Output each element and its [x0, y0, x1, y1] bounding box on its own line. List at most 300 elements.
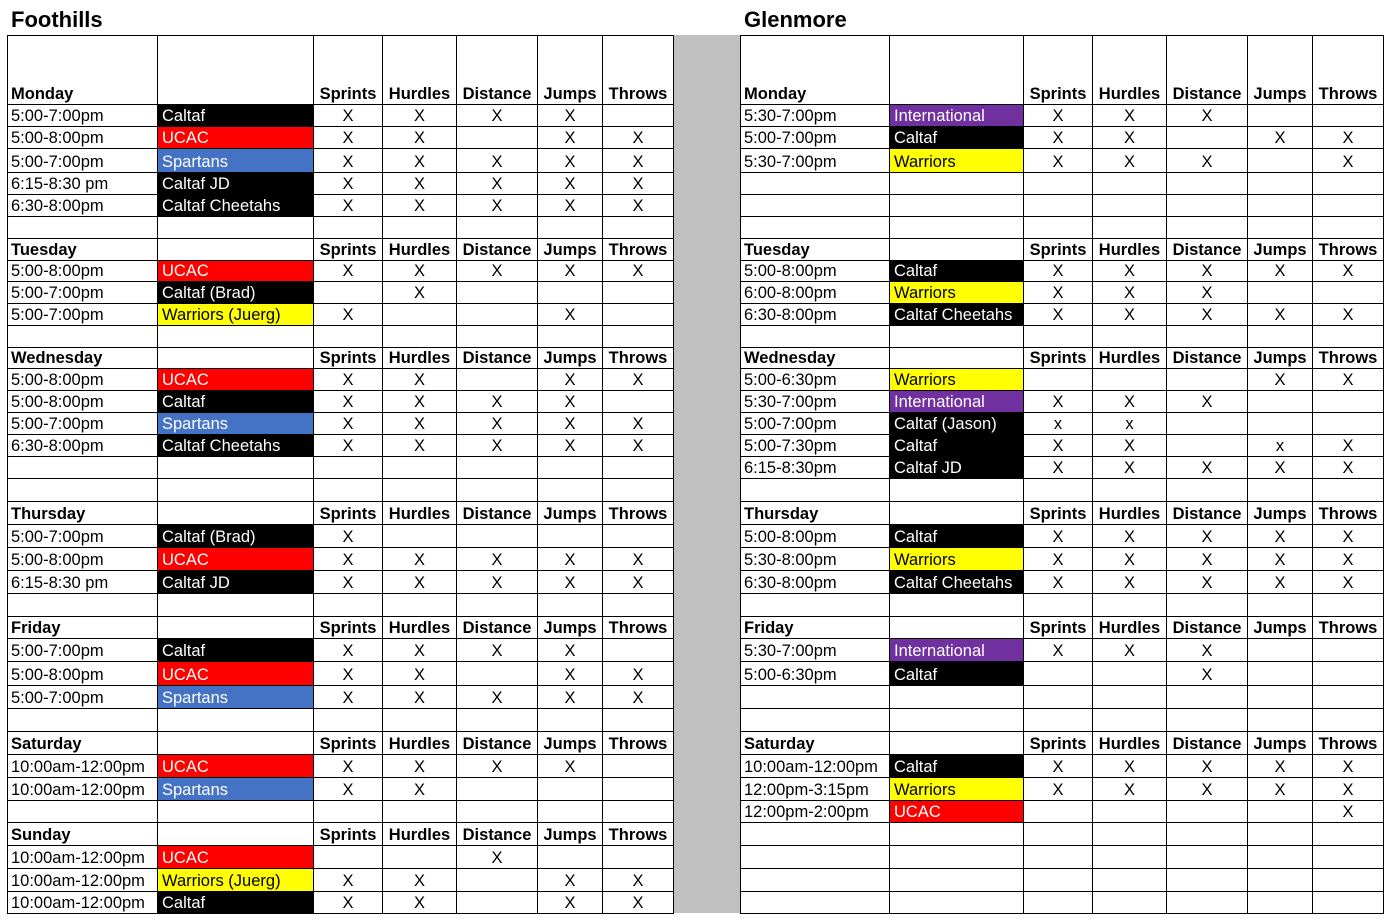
empty-cell: [538, 594, 603, 617]
empty-cell: [741, 195, 890, 217]
mark-hurdles: X: [1093, 639, 1167, 662]
mark-jumps: X: [1248, 525, 1313, 548]
mark-distance: X: [457, 639, 538, 662]
empty-cell: [8, 709, 158, 732]
mark-distance: [457, 304, 538, 326]
mark-distance: X: [1167, 391, 1248, 413]
empty-cell: [1093, 195, 1167, 217]
mark-sprints: X: [314, 173, 383, 195]
mark-sprints: X: [1024, 304, 1093, 326]
mark-sprints: X: [314, 105, 383, 127]
column-header-jumps: Jumps: [1248, 502, 1313, 525]
mark-hurdles: X: [1093, 261, 1167, 282]
day-header-row: [741, 502, 1384, 525]
empty-cell: [1248, 479, 1313, 502]
column-header-sprints: Sprints: [314, 239, 383, 261]
empty-cell: [8, 801, 158, 823]
mark-sprints: X: [314, 435, 383, 457]
mark-hurdles: x: [1093, 413, 1167, 435]
mark-throws: [1313, 662, 1384, 686]
empty-cell: [890, 869, 1024, 892]
mark-sprints: X: [314, 304, 383, 326]
empty-cell: [890, 709, 1024, 732]
time-cell: 5:30-7:00pm: [741, 391, 890, 413]
column-header-distance: Distance: [457, 732, 538, 755]
column-header-hurdles: Hurdles: [383, 617, 457, 639]
schedule-row: [741, 304, 1384, 326]
mark-hurdles: X: [383, 149, 457, 173]
empty-cell: [741, 846, 890, 869]
team-cell: Caltaf: [158, 391, 314, 413]
schedule-row: [8, 755, 674, 778]
schedule-row: [741, 457, 1384, 479]
empty-cell: [8, 479, 158, 502]
time-cell: 5:30-7:00pm: [741, 149, 890, 173]
empty-cell: [314, 217, 383, 239]
empty-cell: [603, 217, 674, 239]
empty-cell: [8, 326, 158, 348]
mark-sprints: X: [314, 639, 383, 662]
time-cell: 10:00am-12:00pm: [8, 892, 158, 914]
mark-jumps: [1248, 282, 1313, 304]
column-header-distance: Distance: [1167, 239, 1248, 261]
mark-sprints: [1024, 662, 1093, 686]
time-cell: 5:00-6:30pm: [741, 369, 890, 391]
mark-distance: [457, 892, 538, 914]
time-cell: 5:00-7:00pm: [8, 149, 158, 173]
mark-jumps: [1248, 149, 1313, 173]
day-header-row: [741, 36, 1384, 105]
schedule-row: [741, 778, 1384, 801]
time-cell: 5:30-7:00pm: [741, 105, 890, 127]
empty-cell: [603, 709, 674, 732]
team-cell: Warriors: [890, 282, 1024, 304]
empty-cell: [158, 479, 314, 502]
time-cell: 5:00-7:00pm: [8, 282, 158, 304]
mark-sprints: X: [1024, 149, 1093, 173]
empty-cell: [383, 594, 457, 617]
empty-cell: [603, 326, 674, 348]
mark-sprints: X: [314, 369, 383, 391]
team-cell: UCAC: [158, 662, 314, 686]
empty-cell: [314, 801, 383, 823]
mark-hurdles: X: [1093, 391, 1167, 413]
mark-distance: X: [457, 261, 538, 282]
schedule-row: [741, 548, 1384, 571]
empty-cell: [314, 479, 383, 502]
team-cell: Caltaf (Jason): [890, 413, 1024, 435]
empty-cell: [158, 326, 314, 348]
empty-cell: [383, 326, 457, 348]
mark-distance: X: [1167, 149, 1248, 173]
empty-cell: [538, 457, 603, 479]
empty-cell: [457, 326, 538, 348]
column-header-hurdles: Hurdles: [383, 239, 457, 261]
empty-row: [741, 326, 1384, 348]
column-header-jumps: Jumps: [538, 348, 603, 369]
mark-throws: X: [1313, 304, 1384, 326]
empty-cell: [1024, 892, 1093, 914]
empty-cell: [890, 686, 1024, 709]
team-header-cell: [158, 36, 314, 105]
time-cell: 6:15-8:30pm: [741, 457, 890, 479]
empty-cell: [383, 709, 457, 732]
mark-throws: X: [603, 662, 674, 686]
day-label: Saturday: [8, 732, 158, 755]
column-header-distance: Distance: [457, 823, 538, 846]
column-header-sprints: Sprints: [314, 348, 383, 369]
mark-jumps: X: [538, 548, 603, 571]
empty-cell: [890, 594, 1024, 617]
empty-cell: [890, 846, 1024, 869]
mark-throws: X: [603, 892, 674, 914]
empty-row: [741, 195, 1384, 217]
day-header-row: [741, 239, 1384, 261]
mark-distance: X: [457, 435, 538, 457]
mark-distance: X: [1167, 105, 1248, 127]
column-header-jumps: Jumps: [538, 502, 603, 525]
time-cell: 6:15-8:30 pm: [8, 173, 158, 195]
schedule-row: [8, 173, 674, 195]
mark-jumps: X: [538, 261, 603, 282]
mark-hurdles: X: [383, 548, 457, 571]
column-header-hurdles: Hurdles: [383, 502, 457, 525]
empty-cell: [1313, 479, 1384, 502]
mark-hurdles: X: [1093, 548, 1167, 571]
mark-sprints: X: [314, 261, 383, 282]
column-header-sprints: Sprints: [1024, 617, 1093, 639]
mark-throws: [603, 105, 674, 127]
column-header-sprints: Sprints: [314, 617, 383, 639]
column-header-jumps: Jumps: [538, 239, 603, 261]
mark-jumps: X: [538, 304, 603, 326]
team-cell: UCAC: [158, 127, 314, 149]
mark-sprints: x: [1024, 413, 1093, 435]
schedule-row: [741, 105, 1384, 127]
time-cell: 5:00-7:00pm: [8, 639, 158, 662]
day-label: Wednesday: [741, 348, 890, 369]
empty-cell: [457, 594, 538, 617]
mark-throws: X: [603, 127, 674, 149]
empty-cell: [1167, 594, 1248, 617]
team-cell: Caltaf JD: [158, 571, 314, 594]
empty-cell: [314, 709, 383, 732]
column-header-sprints: Sprints: [314, 36, 383, 105]
schedule-row: [741, 801, 1384, 823]
empty-cell: [1248, 195, 1313, 217]
day-label: Friday: [741, 617, 890, 639]
column-header-throws: Throws: [603, 617, 674, 639]
empty-cell: [158, 709, 314, 732]
day-header-row: [8, 239, 674, 261]
day-header-row: [8, 732, 674, 755]
mark-hurdles: X: [1093, 457, 1167, 479]
mark-throws: X: [1313, 457, 1384, 479]
mark-jumps: X: [1248, 261, 1313, 282]
mark-sprints: X: [314, 548, 383, 571]
mark-hurdles: X: [383, 195, 457, 217]
mark-jumps: [538, 778, 603, 801]
mark-distance: X: [1167, 571, 1248, 594]
empty-cell: [1313, 686, 1384, 709]
empty-cell: [158, 801, 314, 823]
empty-cell: [538, 801, 603, 823]
column-header-distance: Distance: [457, 617, 538, 639]
mark-hurdles: [383, 304, 457, 326]
mark-sprints: X: [1024, 261, 1093, 282]
day-header-row: [8, 348, 674, 369]
empty-cell: [1167, 823, 1248, 846]
empty-row: [741, 869, 1384, 892]
day-header-row: [8, 823, 674, 846]
mark-jumps: X: [538, 369, 603, 391]
empty-cell: [383, 457, 457, 479]
mark-sprints: X: [1024, 548, 1093, 571]
mark-hurdles: X: [1093, 304, 1167, 326]
mark-hurdles: X: [383, 892, 457, 914]
team-cell: Warriors: [890, 369, 1024, 391]
empty-cell: [1167, 709, 1248, 732]
empty-cell: [1167, 869, 1248, 892]
schedule-row: [8, 282, 674, 304]
time-cell: 5:00-7:00pm: [8, 525, 158, 548]
column-header-hurdles: Hurdles: [1093, 502, 1167, 525]
day-header-row: [741, 348, 1384, 369]
column-header-throws: Throws: [603, 823, 674, 846]
empty-cell: [1024, 823, 1093, 846]
column-header-hurdles: Hurdles: [383, 732, 457, 755]
empty-cell: [1248, 892, 1313, 914]
mark-throws: X: [1313, 435, 1384, 457]
empty-cell: [741, 709, 890, 732]
empty-row: [8, 479, 674, 502]
time-cell: 5:00-8:00pm: [8, 369, 158, 391]
schedule-row: [8, 105, 674, 127]
mark-throws: X: [1313, 755, 1384, 778]
mark-hurdles: X: [383, 413, 457, 435]
mark-distance: X: [1167, 548, 1248, 571]
mark-jumps: [1248, 391, 1313, 413]
mark-throws: [1313, 282, 1384, 304]
empty-cell: [1248, 823, 1313, 846]
day-label: Friday: [8, 617, 158, 639]
empty-cell: [383, 479, 457, 502]
empty-cell: [1313, 892, 1384, 914]
mark-sprints: X: [1024, 755, 1093, 778]
mark-sprints: X: [314, 149, 383, 173]
empty-cell: [1167, 686, 1248, 709]
mark-hurdles: X: [1093, 755, 1167, 778]
mark-distance: [1167, 369, 1248, 391]
day-label: Monday: [741, 36, 890, 105]
empty-cell: [1313, 709, 1384, 732]
day-label: Monday: [8, 36, 158, 105]
day-label: Saturday: [741, 732, 890, 755]
team-cell: Caltaf: [890, 662, 1024, 686]
mark-hurdles: X: [383, 778, 457, 801]
mark-jumps: X: [1248, 127, 1313, 149]
empty-row: [741, 686, 1384, 709]
mark-distance: [1167, 413, 1248, 435]
schedule-row: [8, 127, 674, 149]
team-header-cell: [158, 239, 314, 261]
mark-sprints: X: [1024, 571, 1093, 594]
mark-sprints: X: [314, 686, 383, 709]
mark-throws: X: [1313, 149, 1384, 173]
mark-sprints: X: [1024, 435, 1093, 457]
empty-cell: [538, 326, 603, 348]
empty-cell: [1313, 594, 1384, 617]
mark-sprints: X: [1024, 457, 1093, 479]
column-header-hurdles: Hurdles: [383, 823, 457, 846]
mark-sprints: X: [314, 869, 383, 892]
mark-distance: X: [1167, 282, 1248, 304]
mark-hurdles: X: [383, 173, 457, 195]
mark-throws: [603, 755, 674, 778]
mark-distance: X: [457, 195, 538, 217]
team-header-cell: [890, 732, 1024, 755]
mark-distance: X: [1167, 778, 1248, 801]
schedule-row: [741, 435, 1384, 457]
schedule-row: [8, 639, 674, 662]
empty-cell: [1313, 173, 1384, 195]
mark-jumps: X: [538, 892, 603, 914]
column-header-distance: Distance: [1167, 348, 1248, 369]
schedule-row: [741, 282, 1384, 304]
mark-jumps: X: [1248, 369, 1313, 391]
column-header-distance: Distance: [1167, 36, 1248, 105]
team-cell: UCAC: [158, 846, 314, 869]
mark-throws: [603, 304, 674, 326]
empty-cell: [158, 457, 314, 479]
mark-jumps: X: [1248, 571, 1313, 594]
mark-throws: X: [603, 369, 674, 391]
mark-sprints: [314, 846, 383, 869]
mark-distance: [457, 369, 538, 391]
empty-cell: [538, 217, 603, 239]
column-header-sprints: Sprints: [1024, 732, 1093, 755]
empty-cell: [1093, 709, 1167, 732]
mark-throws: [1313, 413, 1384, 435]
team-cell: Warriors: [890, 548, 1024, 571]
mark-throws: X: [603, 261, 674, 282]
empty-cell: [603, 457, 674, 479]
day-header-row: [8, 617, 674, 639]
schedule-row: [741, 525, 1384, 548]
time-cell: 10:00am-12:00pm: [741, 755, 890, 778]
mark-hurdles: X: [1093, 571, 1167, 594]
schedule-row: [741, 149, 1384, 173]
time-cell: 5:00-8:00pm: [8, 261, 158, 282]
team-cell: UCAC: [890, 801, 1024, 823]
team-header-cell: [890, 617, 1024, 639]
empty-row: [8, 457, 674, 479]
mark-hurdles: X: [1093, 778, 1167, 801]
empty-cell: [1167, 326, 1248, 348]
mark-throws: X: [603, 173, 674, 195]
empty-row: [741, 709, 1384, 732]
mark-jumps: [1248, 639, 1313, 662]
time-cell: 5:30-7:00pm: [741, 639, 890, 662]
team-header-cell: [890, 239, 1024, 261]
team-cell: Caltaf: [890, 435, 1024, 457]
empty-cell: [741, 479, 890, 502]
time-cell: 5:00-7:00pm: [8, 686, 158, 709]
time-cell: 5:00-7:00pm: [741, 413, 890, 435]
column-header-hurdles: Hurdles: [1093, 617, 1167, 639]
column-header-jumps: Jumps: [538, 36, 603, 105]
empty-cell: [1024, 479, 1093, 502]
column-header-hurdles: Hurdles: [383, 348, 457, 369]
mark-sprints: [314, 282, 383, 304]
empty-cell: [457, 479, 538, 502]
mark-throws: X: [1313, 778, 1384, 801]
mark-sprints: X: [1024, 105, 1093, 127]
mark-jumps: [538, 525, 603, 548]
mark-throws: X: [603, 686, 674, 709]
mark-hurdles: [383, 846, 457, 869]
mark-distance: X: [457, 391, 538, 413]
team-cell: Warriors: [890, 778, 1024, 801]
empty-row: [741, 823, 1384, 846]
mark-distance: X: [457, 755, 538, 778]
team-cell: Warriors (Juerg): [158, 869, 314, 892]
day-header-row: [8, 36, 674, 105]
empty-cell: [457, 217, 538, 239]
column-header-jumps: Jumps: [1248, 239, 1313, 261]
team-cell: Caltaf: [158, 892, 314, 914]
column-header-throws: Throws: [603, 239, 674, 261]
team-header-cell: [890, 36, 1024, 105]
schedule-row: [741, 261, 1384, 282]
empty-cell: [158, 217, 314, 239]
column-header-distance: Distance: [1167, 502, 1248, 525]
mark-distance: [457, 525, 538, 548]
team-cell: UCAC: [158, 369, 314, 391]
empty-cell: [383, 217, 457, 239]
column-header-throws: Throws: [1313, 502, 1384, 525]
schedule-row: [741, 755, 1384, 778]
column-header-sprints: Sprints: [314, 823, 383, 846]
team-cell: Caltaf Cheetahs: [158, 435, 314, 457]
mark-throws: X: [1313, 261, 1384, 282]
team-cell: Caltaf Cheetahs: [158, 195, 314, 217]
mark-jumps: X: [538, 413, 603, 435]
time-cell: 5:30-8:00pm: [741, 548, 890, 571]
day-label: Tuesday: [8, 239, 158, 261]
schedule-row: [8, 869, 674, 892]
schedule-row: [741, 127, 1384, 149]
mark-jumps: X: [538, 869, 603, 892]
empty-row: [741, 846, 1384, 869]
empty-cell: [1093, 173, 1167, 195]
mark-hurdles: [1093, 801, 1167, 823]
empty-cell: [1248, 594, 1313, 617]
schedule-row: [741, 391, 1384, 413]
foothills-title: Foothills: [11, 7, 103, 32]
mark-sprints: X: [314, 662, 383, 686]
column-header-jumps: Jumps: [1248, 617, 1313, 639]
day-label: Thursday: [741, 502, 890, 525]
time-cell: 12:00pm-2:00pm: [741, 801, 890, 823]
mark-hurdles: X: [1093, 149, 1167, 173]
team-cell: Caltaf (Brad): [158, 525, 314, 548]
mark-sprints: X: [1024, 391, 1093, 413]
team-header-cell: [158, 348, 314, 369]
schedule-row: [741, 369, 1384, 391]
empty-cell: [457, 801, 538, 823]
mark-sprints: X: [314, 571, 383, 594]
